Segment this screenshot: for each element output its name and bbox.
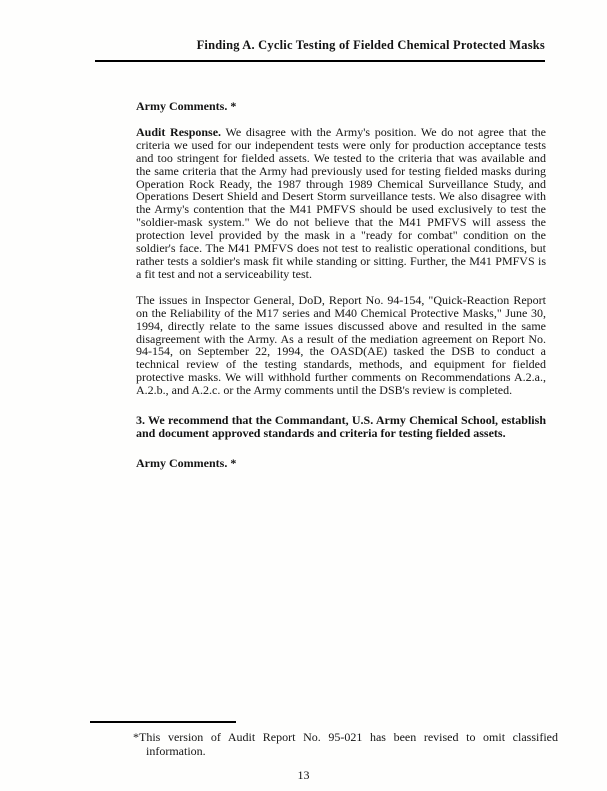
footnote-text: *This version of Audit Report No. 95-021 has been revised to omit classified information. — [133, 730, 558, 758]
audit-response-label: Audit Response. — [136, 124, 222, 139]
army-comments-heading-2: Army Comments. * — [136, 455, 237, 470]
audit-response-paragraph — [136, 126, 546, 281]
army-comments-heading-1: Army Comments. * — [136, 99, 237, 113]
page-header-title: Finding A. Cyclic Testing of Fielded Chemical Protected Masks — [196, 38, 545, 52]
audit-response-text: We disagree with the Army's position. We do not agree that the criteria we used for our independent tests were only for production acceptance tests and too stringent for fielded assets. We tested to the criteria that was available and the same criteria that the Army had previously used for testing fielded masks during Operation Rock Ready, the 1987 through 1989 Chemical Surveillance Study, and Operations Desert Shield and Desert Storm surveillance tests. We also disagree with the Army's contention that the M41 PMFVS should be used exclusively to test the "soldier-mask system." We do not believe that the M41 PMFVS will assess the protection level provided by the mask in a "ready for combat" condition on the soldier's face. The M41 PMFVS does not test to realistic operational conditions, but rather tests a soldier's mask fit while standing or sitting. Further, the M41 PMFVS is a fit test and not a serviceability test. — [136, 124, 546, 281]
recommendation-paragraph: 3. We recommend that the Commandant, U.S. Army Chemical School, establish and document approved standards and criteria for testing fielded assets. — [136, 413, 546, 440]
page-number: 13 — [297, 768, 310, 782]
header-rule — [95, 60, 545, 62]
inspector-general-paragraph: The issues in Inspector General, DoD, Report No. 94-154, "Quick-Reaction Report on the Reliability of the M17 series and M40 Chemical Protective Masks," June 30, 1994, directly relate to the same issues discussed above and resulted in the same disagreement with the Army. As a result of the mediation agreement on Report No. 94-154, on September 22, 1994, the OASD(AE) tasked the DSB to conduct a technical review of the testing standards, methods, and equipment for fielded protective masks. We will withhold further comments on Recommendations A.2.a., A.2.b., and A.2.c. or the Army comments until the DSB's review is completed. — [136, 292, 546, 398]
footnote-rule — [90, 721, 236, 723]
document-body — [136, 100, 546, 470]
